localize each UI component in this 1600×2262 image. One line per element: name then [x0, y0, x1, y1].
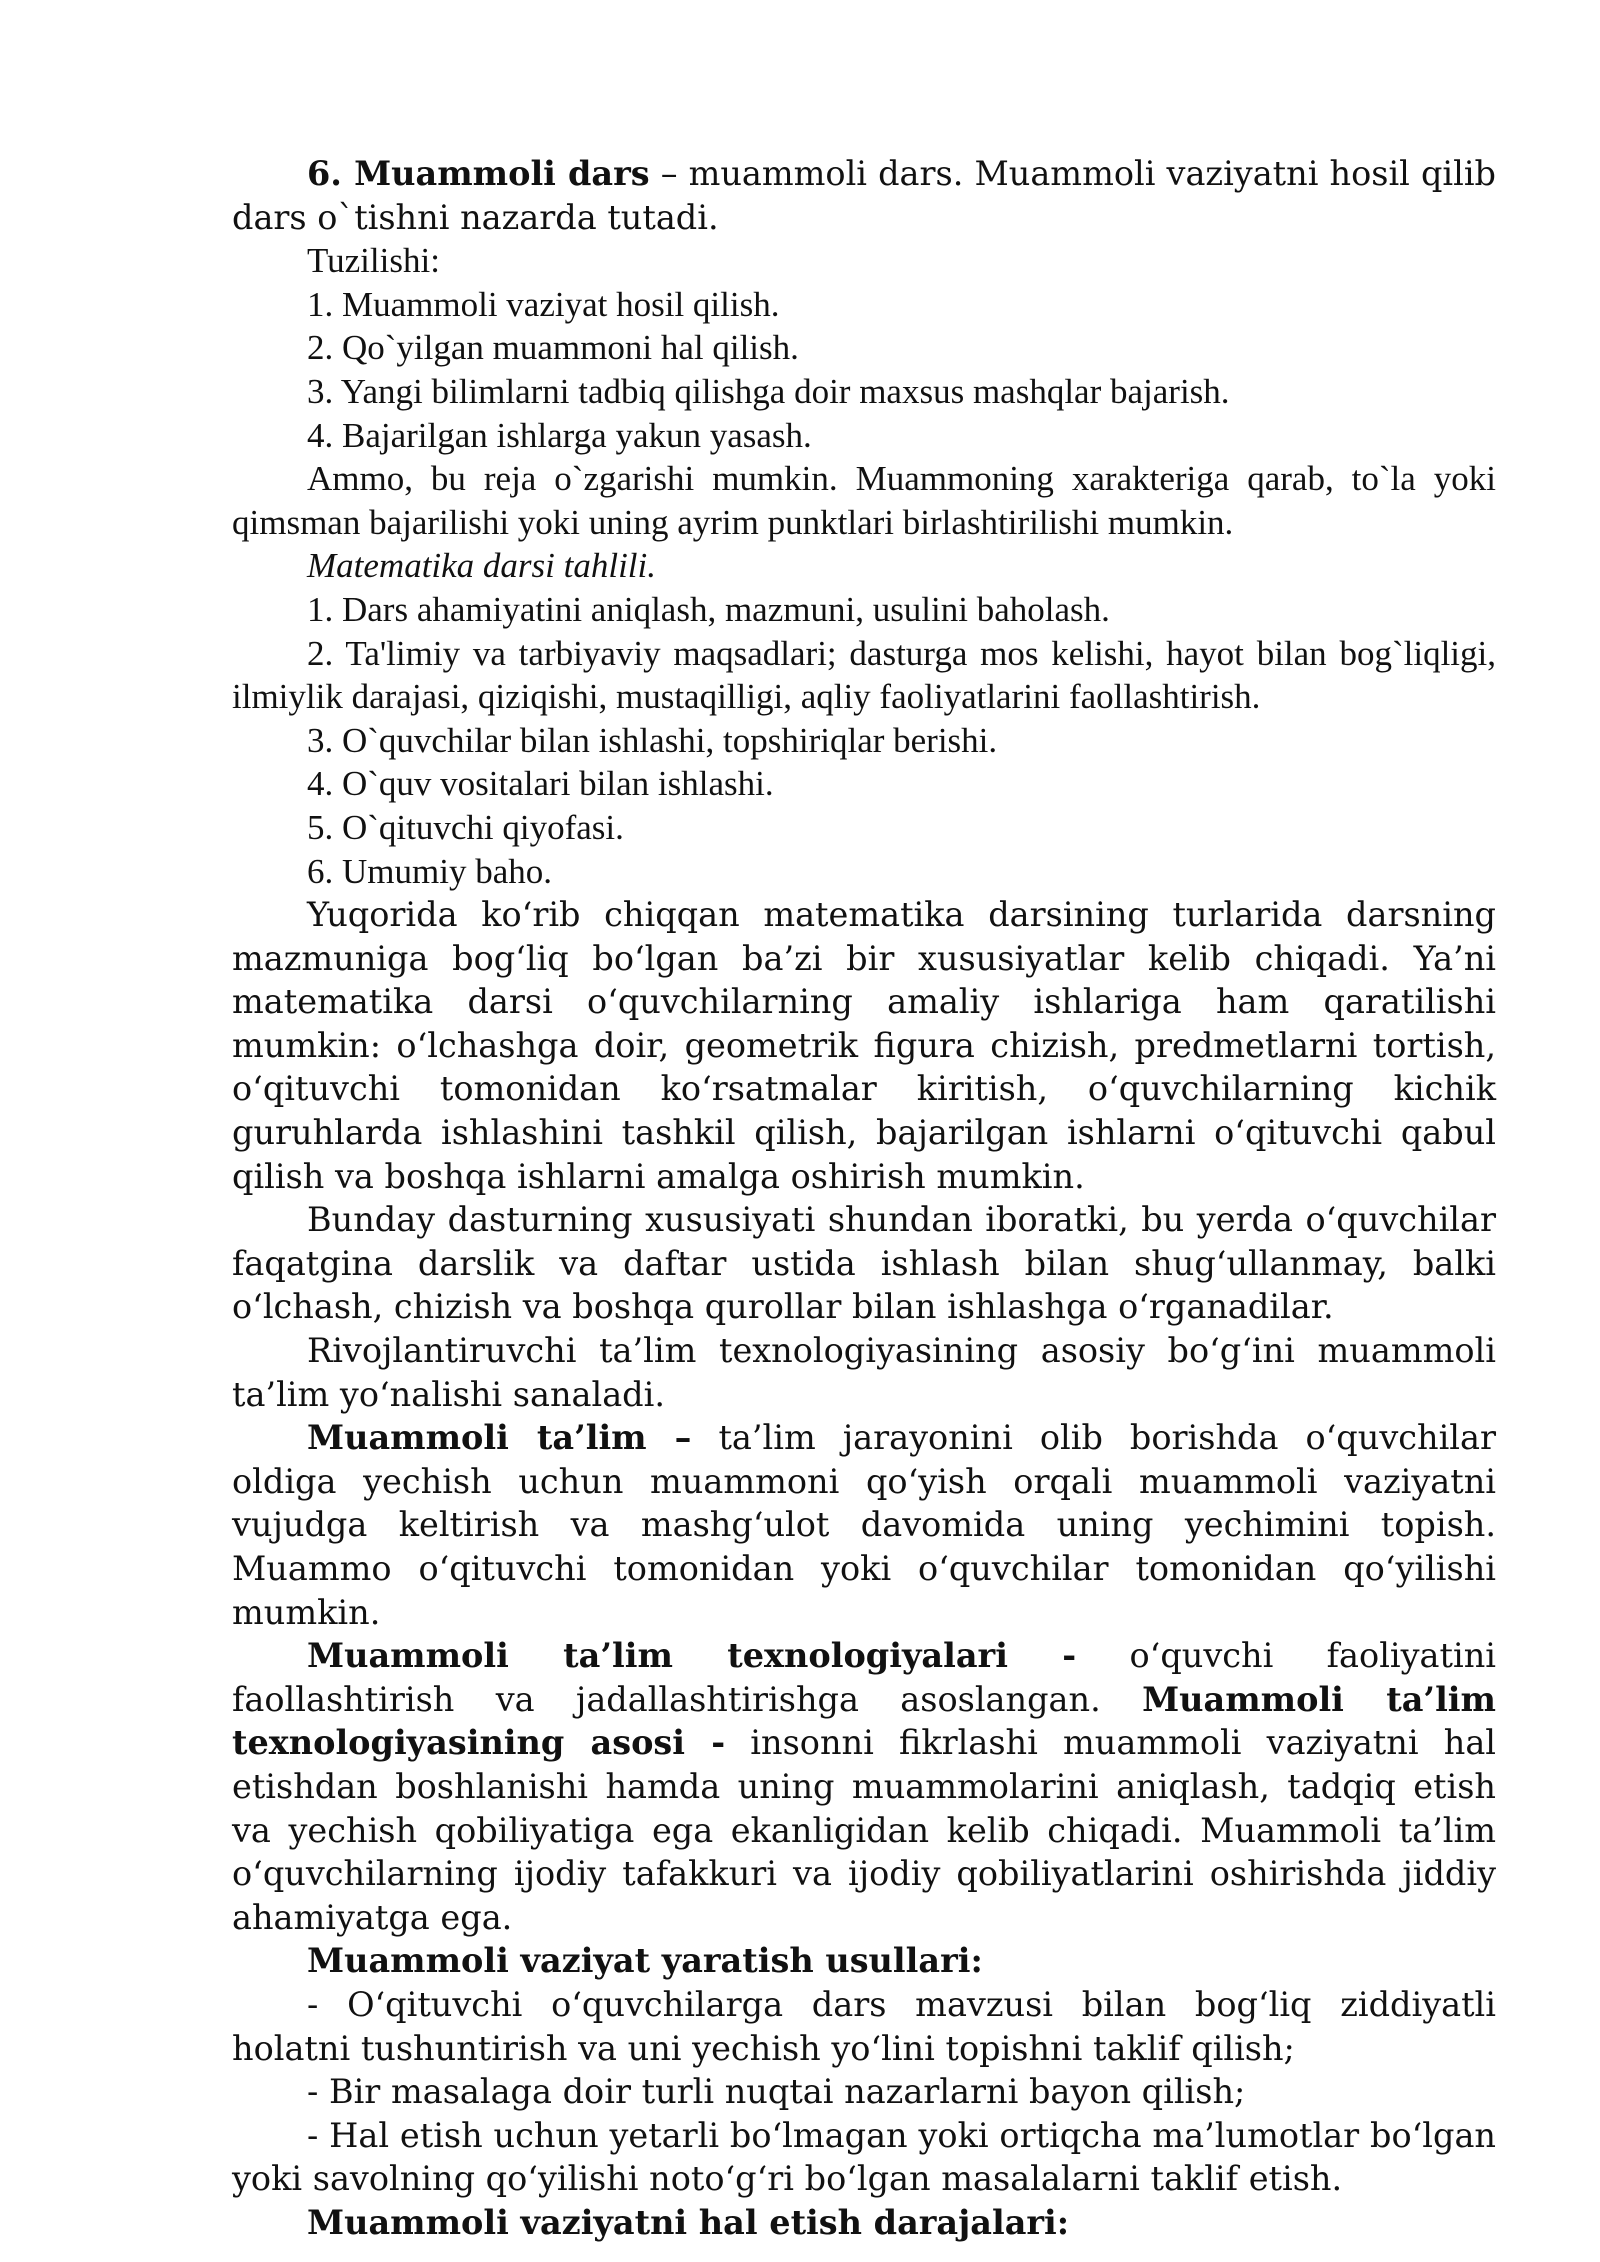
- section-heading-usullar: Muammoli vaziyat yaratish usullari:: [307, 1941, 983, 1981]
- paragraph-muammoli-dars: [232, 152, 1496, 239]
- term-texnologiyalari: Muammoli ta’lim texnologiyalari -: [307, 1636, 1077, 1676]
- paragraph-text: insonni fikrlashi muammoli vaziyatni hal etishdan boshlanishi hamda uning muammolarini aniqlash, tadqiq etish va yechish qobiliyatiga ega ekanligidan kelib chiqadi. Muammoli ta’lim o‘quvchilarning ijodiy tafakkuri va ijodiy qobiliyatlarini oshirishda jiddiy ahamiyatga ega.: [232, 1723, 1496, 1937]
- list-item: 4. Bajarilgan ishlarga yakun yasash.: [307, 415, 812, 455]
- list-item: 5. O`qituvchi qiyofasi.: [307, 807, 624, 847]
- term-muammoli-talim: Muammoli ta’lim –: [307, 1418, 692, 1458]
- structure-label: Tuzilishi:: [307, 241, 440, 281]
- list-item: - Bir masalaga doir turli nuqtai nazarlarni bayon qilish;: [307, 2072, 1246, 2112]
- list-item: 2. Ta'limiy va tarbiyaviy maqsadlari; dasturga mos kelishi, hayot bilan bog`liqligi, ilmiylik darajasi, qiziqishi, mustaqilligi, aqliy faoliyatlarini faollashtirish.: [232, 633, 1496, 717]
- paragraph-text: – muammoli dars. Muammoli vaziyatni hosil qilib dars o`tishni nazarda tutadi.: [232, 154, 1496, 237]
- list-item: 4. O`quv vositalari bilan ishlashi.: [307, 764, 774, 804]
- paragraph: Yuqorida ko‘rib chiqqan matematika darsining turlarida darsning mazmuniga bog‘liq bo‘lgan ba’zi bir xususiyatlar kelib chiqadi. Ya’ni matematika darsi o‘quvchilarning amaliy ishlariga ham qaratilishi mumkin: o‘lchashga doir, geometrik figura chizish, predmetlarni tortish, o‘qituvchi tomonidan ko‘rsatmalar kiritish, o‘quvchilarning kichik guruhlarda ishlashini tashkil qilish, bajarilgan ishlarni o‘qituvchi qabul qilish va boshqa ishlarni amalga oshirish mumkin.: [232, 895, 1496, 1196]
- list-item: 2. Qo`yilgan muammoni hal qilish.: [307, 328, 799, 368]
- term-texnologiya-asosi: Muammoli ta’lim texnologiyasining asosi -: [232, 1679, 1496, 1763]
- list-item: - Hal etish uchun yetarli bo‘lmagan yoki ortiqcha ma’lumotlar bo‘lgan yoki savolning qo‘yilishi noto‘g‘ri bo‘lgan masalalarni taklif etish.: [232, 2115, 1496, 2199]
- section-heading-darajalar: Muammoli vaziyatni hal etish darajalari:: [307, 2202, 1070, 2242]
- paragraph-muammoli-talim: [232, 1416, 1496, 1634]
- document-body: [232, 152, 1496, 2245]
- paragraph: Bunday dasturning xususiyati shundan iboratki, bu yerda o‘quvchilar faqatgina darslik va daftar ustida ishlash bilan shug‘ullanmay, balki o‘lchash, chizish va boshqa qurollar bilan ishlashga o‘rganadilar.: [232, 1200, 1496, 1327]
- paragraph: Ammo, bu reja o`zgarishi mumkin. Muammoning xarakteriga qarab, to`la yoki qimsman bajarilishi yoki uning ayrim punktlari birlashtirilishi mumkin.: [232, 459, 1496, 542]
- list-item: 6. Umumiy baho.: [307, 851, 552, 891]
- paragraph-texnologiyalari: [232, 1634, 1496, 1939]
- paragraph-text: o‘quvchi faoliyatini faollashtirish va jadallashtirishga asoslangan.: [232, 1636, 1496, 1719]
- list-item: 3. Yangi bilimlarni tadbiq qilishga doir maxsus mashqlar bajarish.: [307, 371, 1230, 411]
- list-item: 3. O`quvchilar bilan ishlashi, topshiriqlar berishi.: [307, 720, 998, 760]
- heading-muammoli-dars: 6. Muammoli dars: [307, 154, 650, 193]
- paragraph-text: ta’lim jarayonini olib borishda o‘quvchilar oldiga yechish uchun muammoni qo‘yish orqali muammoli vaziyatni vujudga keltirish va mashg‘ulot davomida uning yechimini topish. Muammo o‘qituvchi tomonidan yoki o‘quvchilar tomonidan qo‘yilishi mumkin.: [232, 1418, 1497, 1632]
- list-item: 1. Muammoli vaziyat hosil qilish.: [307, 284, 780, 324]
- list-item: 1. Dars ahamiyatini aniqlash, mazmuni, usulini baholash.: [307, 589, 1110, 629]
- paragraph: Rivojlantiruvchi ta’lim texnologiyasining asosiy bo‘g‘ini muammoli ta’lim yo‘nalishi sanaladi.: [232, 1331, 1496, 1414]
- section-title-tahlil: Matematika darsi tahlili.: [307, 546, 657, 586]
- list-item: - O‘qituvchi o‘quvchilarga dars mavzusi bilan bog‘liq ziddiyatli holatni tushuntirish va uni yechish yo‘lini topishni taklif qilish;: [232, 1984, 1496, 2068]
